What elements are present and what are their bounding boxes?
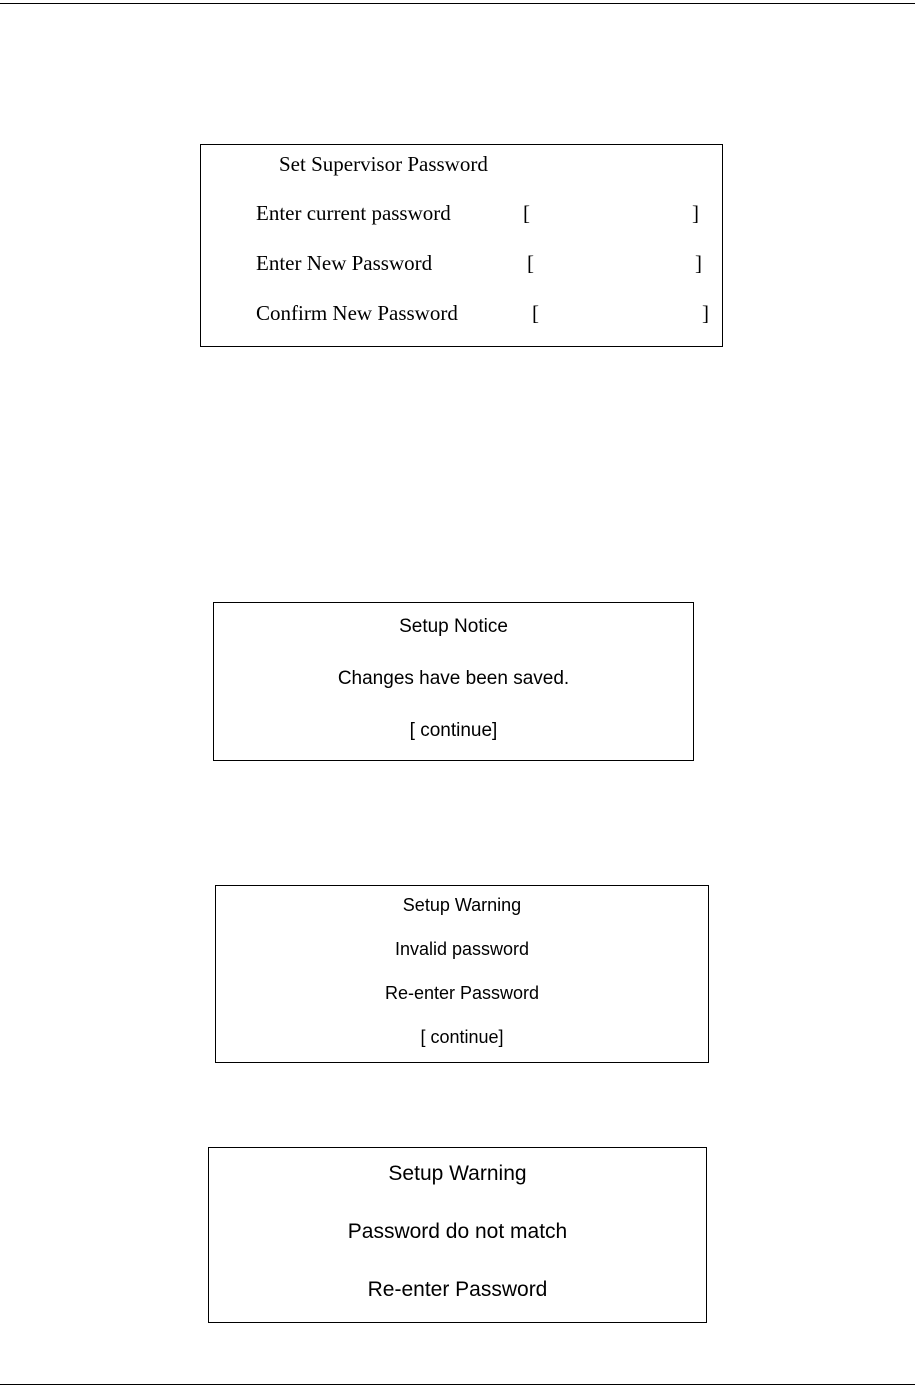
continue-button[interactable]: [ continue] bbox=[420, 1027, 504, 1047]
dialog-message: Invalid password bbox=[394, 939, 530, 959]
confirm-password-label: Confirm New Password bbox=[256, 301, 458, 325]
confirm-password-row bbox=[201, 301, 722, 331]
dialog-title: Setup Notice bbox=[399, 616, 508, 637]
dialog-instruction: Re-enter Password bbox=[384, 983, 540, 1003]
set-supervisor-password-dialog bbox=[200, 144, 723, 347]
field-open-bracket: [ bbox=[532, 301, 539, 325]
page-top-rule bbox=[0, 3, 915, 4]
dialog-title: Setup Warning bbox=[402, 895, 522, 915]
dialog-instruction: Re-enter Password bbox=[367, 1278, 548, 1301]
setup-notice-dialog bbox=[213, 602, 694, 761]
dialog-title: Set Supervisor Password bbox=[279, 152, 488, 176]
field-open-bracket: [ bbox=[523, 201, 530, 225]
new-password-row bbox=[201, 251, 722, 281]
field-close-bracket: ] bbox=[695, 251, 702, 275]
confirm-password-field[interactable] bbox=[532, 301, 709, 329]
current-password-field[interactable] bbox=[523, 201, 699, 229]
field-close-bracket: ] bbox=[702, 301, 709, 325]
current-password-row bbox=[201, 201, 722, 231]
dialog-message: Changes have been saved. bbox=[337, 668, 570, 689]
page-bottom-rule bbox=[0, 1384, 915, 1385]
new-password-field[interactable] bbox=[527, 251, 702, 279]
dialog-message: Password do not match bbox=[347, 1220, 568, 1243]
current-password-label: Enter current password bbox=[256, 201, 451, 225]
new-password-label: Enter New Password bbox=[256, 251, 433, 275]
invalid-password-warning-dialog bbox=[215, 885, 709, 1063]
password-mismatch-warning-dialog bbox=[208, 1147, 707, 1323]
dialog-title: Setup Warning bbox=[388, 1162, 527, 1185]
field-close-bracket: ] bbox=[692, 201, 699, 225]
continue-button[interactable]: [ continue] bbox=[409, 720, 498, 741]
field-open-bracket: [ bbox=[527, 251, 534, 275]
